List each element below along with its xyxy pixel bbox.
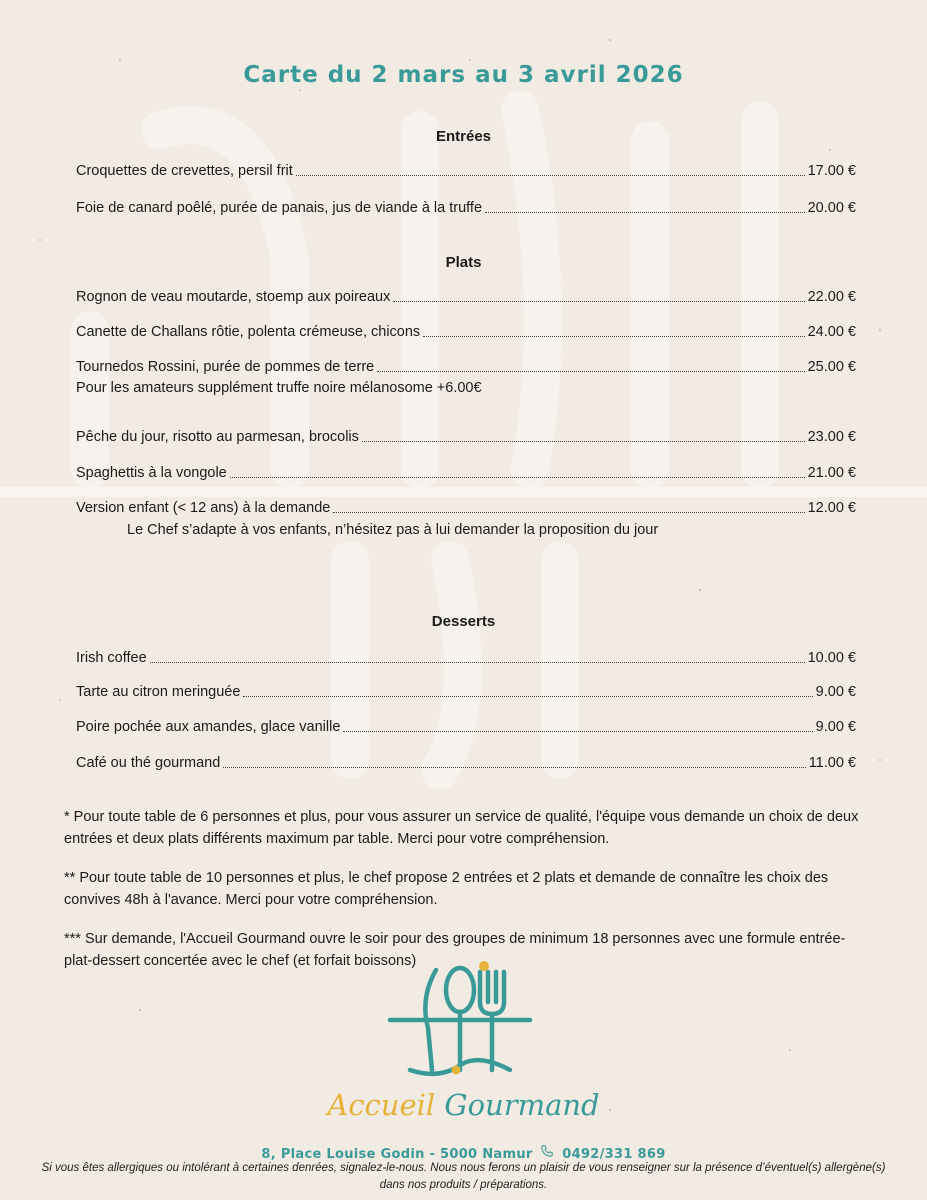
- menu-item: [76, 321, 856, 343]
- menu-item-name: Foie de canard poêlé, purée de panais, jus de viande à la truffe: [76, 200, 483, 216]
- section-title-entrees: Entrées: [435, 128, 492, 145]
- menu-item: [76, 462, 856, 484]
- menu-item: [76, 286, 856, 308]
- dot-leader: [362, 441, 805, 442]
- menu-item: [76, 160, 856, 182]
- dot-leader: [485, 212, 805, 213]
- phone-number: 0492/331 869: [562, 1147, 666, 1162]
- menu-item-note: Pour les amateurs supplément truffe noire mélanosome +6.00€: [76, 380, 482, 396]
- dot-leader: [296, 175, 805, 176]
- menu-item-price: 9.00 €: [815, 719, 856, 735]
- cutlery-logo-icon: [380, 958, 540, 1082]
- dot-leader: [333, 512, 804, 513]
- dot-leader: [243, 696, 812, 697]
- brand-name: [0, 1088, 927, 1122]
- menu-item-name: Poire pochée aux amandes, glace vanille: [76, 719, 341, 735]
- dot-leader: [377, 371, 804, 372]
- menu-item-note: Le Chef s’adapte à vos enfants, n’hésitez pas à lui demander la proposition du jour: [127, 522, 659, 538]
- allergy-notice: Si vous êtes allergiques ou intolérant à certaines denrées, signalez-le-nous. Nous nous ferons un plaisir de vous renseigner sur la présence d’éventuel(s) allergène(s) dans nos produits / préparations.: [41, 1162, 886, 1191]
- menu-item-name: Pêche du jour, risotto au parmesan, brocolis: [76, 429, 359, 445]
- menu-item-price: 25.00 €: [807, 359, 856, 375]
- menu-item: [76, 681, 856, 703]
- menu-item: [76, 752, 856, 774]
- footnote: ** Pour toute table de 10 personnes et plus, le chef propose 2 entrées et 2 plats et demande de connaître les choix des convives 48h à l'avance. Merci pour votre compréhension.: [64, 870, 829, 908]
- menu-item-price: 17.00 €: [807, 163, 856, 179]
- menu-item-name: Tarte au citron meringuée: [76, 684, 241, 700]
- menu-item-price: 22.00 €: [807, 289, 856, 305]
- section-title-desserts: Desserts: [431, 613, 496, 630]
- menu-item: [76, 197, 856, 219]
- footnote: *** Sur demande, l'Accueil Gourmand ouvre le soir pour des groupes de minimum 18 personnes avec une formule entrée-plat-dessert concertée avec le chef (et forfait boissons): [64, 931, 846, 969]
- menu-item: [76, 497, 856, 519]
- menu-item-price: 21.00 €: [807, 465, 856, 481]
- menu-item-name: Version enfant (< 12 ans) à la demande: [76, 500, 331, 516]
- menu-item-name: Café ou thé gourmand: [76, 755, 221, 771]
- brand-name-part1: Accueil: [327, 1088, 436, 1122]
- menu-item-name: Spaghettis à la vongole: [76, 465, 227, 481]
- menu-item: [76, 426, 856, 448]
- address: 8, Place Louise Godin - 5000 Namur: [261, 1147, 533, 1162]
- brand-name-part2: Gourmand: [444, 1088, 600, 1122]
- dot-leader: [423, 336, 804, 337]
- dot-leader: [150, 662, 805, 663]
- dot-leader: [343, 731, 812, 732]
- dot-leader: [230, 477, 805, 478]
- menu-item: [76, 356, 856, 378]
- menu-item-price: 23.00 €: [807, 429, 856, 445]
- dot-leader: [393, 301, 804, 302]
- menu-item-price: 9.00 €: [815, 684, 856, 700]
- menu-item-price: 20.00 €: [807, 200, 856, 216]
- menu-item-price: 11.00 €: [808, 755, 856, 771]
- menu-item-price: 12.00 €: [807, 500, 856, 516]
- menu-item-name: Tournedos Rossini, purée de pommes de terre: [76, 359, 375, 375]
- menu-item: [76, 647, 856, 669]
- page-title: Carte du 2 mars au 3 avril 2026: [243, 62, 684, 88]
- dot-leader: [223, 767, 805, 768]
- menu-item-name: Canette de Challans rôtie, polenta crémeuse, chicons: [76, 324, 421, 340]
- section-title-plats: Plats: [445, 254, 482, 271]
- menu-item-name: Irish coffee: [76, 650, 147, 666]
- footnote: * Pour toute table de 6 personnes et plus, pour vous assurer un service de qualité, l'équipe vous demande un choix de deux entrées et deux plats différents maximum par table. Merci pour votre compréhension.: [64, 809, 859, 847]
- menu-item-name: Rognon de veau moutarde, stoemp aux poireaux: [76, 289, 391, 305]
- menu-item: [76, 716, 856, 738]
- menu-item-price: 24.00 €: [807, 324, 856, 340]
- menu-item-name: Croquettes de crevettes, persil frit: [76, 163, 293, 179]
- menu-item-price: 10.00 €: [807, 650, 856, 666]
